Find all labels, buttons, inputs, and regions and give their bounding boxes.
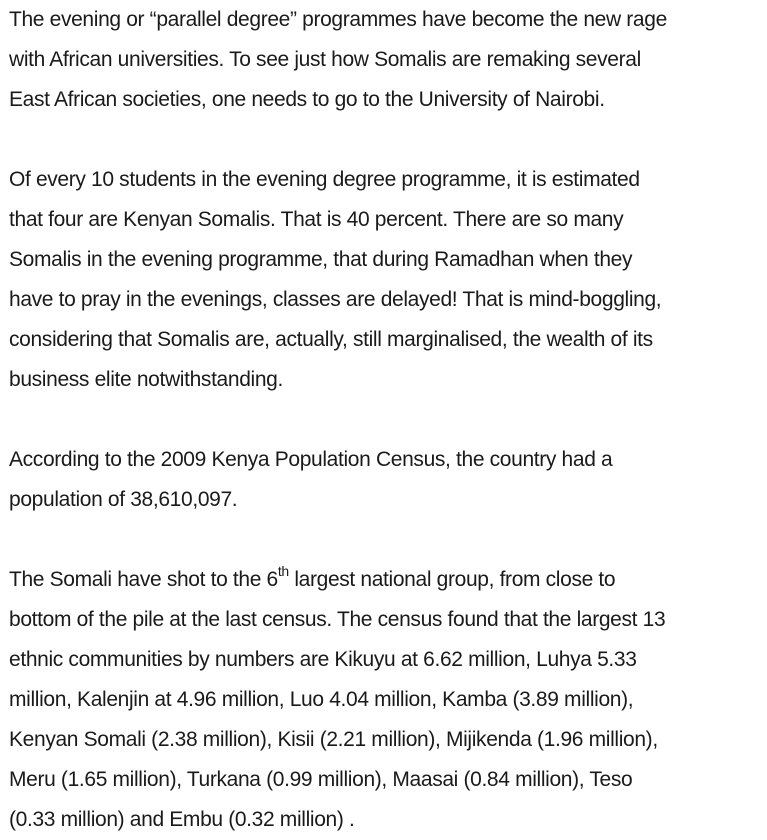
text-line: business elite notwithstanding. (9, 368, 283, 391)
text-line: ethnic communities by numbers are Kikuyu at 6.62 million, Luhya 5.33 (9, 648, 637, 671)
text-line: (0.33 million) and Embu (0.32 million) . (9, 808, 355, 831)
paragraph-ethnic-communities (9, 560, 767, 840)
text-line: bottom of the pile at the last census. The census found that the largest 13 (9, 608, 666, 631)
text-line (9, 560, 767, 600)
paragraph-evening-students (9, 160, 767, 400)
text-line: Somalis in the evening programme, that during Ramadhan when they (9, 248, 633, 271)
paragraph-parallel-degree (9, 0, 767, 120)
text-line: The evening or “parallel degree” programmes have become the new rage (9, 8, 667, 31)
text-line: Meru (1.65 million), Turkana (0.99 million), Maasai (0.84 million), Teso (9, 768, 633, 791)
text-fragment: The Somali have shot to the 6 (9, 568, 278, 591)
text-line: with African universities. To see just how Somalis are remaking several (9, 48, 641, 71)
text-line: population of 38,610,097. (9, 488, 238, 511)
text-line: considering that Somalis are, actually, still marginalised, the wealth of its (9, 328, 653, 351)
text-line: According to the 2009 Kenya Population Census, the country had a (9, 448, 613, 471)
text-line: East African societies, one needs to go to the University of Nairobi. (9, 88, 605, 111)
text-line: Of every 10 students in the evening degree programme, it is estimated (9, 168, 640, 191)
text-line: that four are Kenyan Somalis. That is 40 percent. There are so many (9, 208, 624, 231)
text-line: million, Kalenjin at 4.96 million, Luo 4.04 million, Kamba (3.89 million), (9, 688, 634, 711)
superscript-ordinal: th (277, 563, 289, 579)
text-line: have to pray in the evenings, classes are delayed! That is mind-boggling, (9, 288, 662, 311)
text-line: Kenyan Somali (2.38 million), Kisii (2.21 million), Mijikenda (1.96 million), (9, 728, 658, 751)
text-fragment: largest national group, from close to (288, 568, 616, 591)
paragraph-census-population (9, 440, 767, 520)
